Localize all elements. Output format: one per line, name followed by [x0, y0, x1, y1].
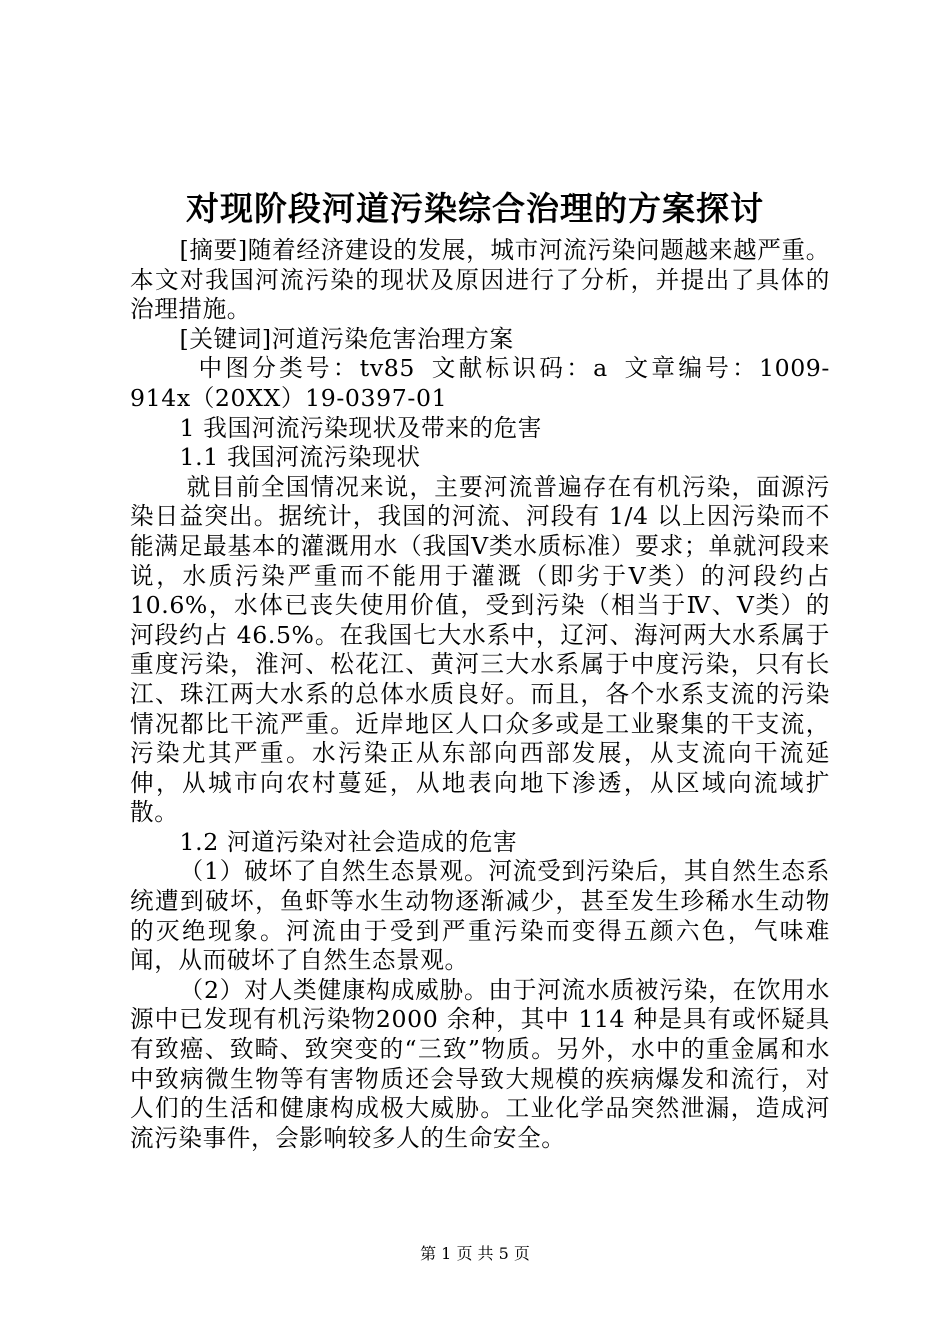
keywords-paragraph: [关键词]河道污染危害治理方案	[179, 324, 514, 353]
item-1-paragraph: （1）破坏了自然生态景观。河流受到污染后，其自然生态系统遭到破坏，鱼虾等水生动物逐渐减少，甚至发生珍稀水生动物的灭绝现象。河流由于受到严重污染而变得五颜六色，气味难闻，从而破坏了自然生态景观。	[130, 857, 830, 975]
section-1-1-heading: 1.1 我国河流污染现状	[179, 443, 421, 472]
document-title: 对现阶段河道污染综合治理的方案探讨	[186, 189, 764, 228]
page-footer: 第 1 页 共 5 页	[420, 1244, 530, 1263]
classification-paragraph: 中图分类号：tv85 文献标识码：a 文章编号：1009-914x（20XX）19-0397-01	[130, 354, 830, 412]
item-2-paragraph: （2）对人类健康构成威胁。由于河流水质被污染，在饮用水源中已发现有机污染物2000 余种，其中 114 种是具有或怀疑具有致癌、致畸、致突变的“三致”物质。另外，水中的重金属和水中致病微生物等有害物质还会导致大规模的疾病爆发和流行，对人们的生活和健康构成极大威胁。工业化学品突然泄漏，造成河流污染事件，会影响较多人的生命安全。	[130, 975, 830, 1152]
document-body	[130, 236, 830, 1153]
section-1-heading: 1 我国河流污染现状及带来的危害	[179, 413, 542, 442]
abstract-paragraph: [摘要]随着经济建设的发展，城市河流污染问题越来越严重。本文对我国河流污染的现状及原因进行了分析，并提出了具体的治理措施。	[130, 236, 830, 324]
section-1-1-paragraph: 就目前全国情况来说，主要河流普遍存在有机污染，面源污染日益突出。据统计，我国的河流、河段有 1/4 以上因污染而不能满足最基本的灌溉用水（我国Ⅴ类水质标准）要求；单就河段来说，水质污染严重而不能用于灌溉（即劣于Ⅴ类）的河段约占 10.6%，水体已丧失使用价值，受到污染（相当于Ⅳ、Ⅴ类）的河段约占 46.5%。在我国七大水系中，辽河、海河两大水系属于重度污染，淮河、松花江、黄河三大水系属于中度污染，只有长江、珠江两大水系的总体水质良好。而且，各个水系支流的污染情况都比干流严重。近岸地区人口众多或是工业聚集的干支流，污染尤其严重。水污染正从东部向西部发展，从支流向干流延伸，从城市向农村蔓延，从地表向地下渗透，从区域向流域扩散。	[130, 472, 830, 827]
section-1-2-heading: 1.2 河道污染对社会造成的危害	[179, 827, 518, 856]
